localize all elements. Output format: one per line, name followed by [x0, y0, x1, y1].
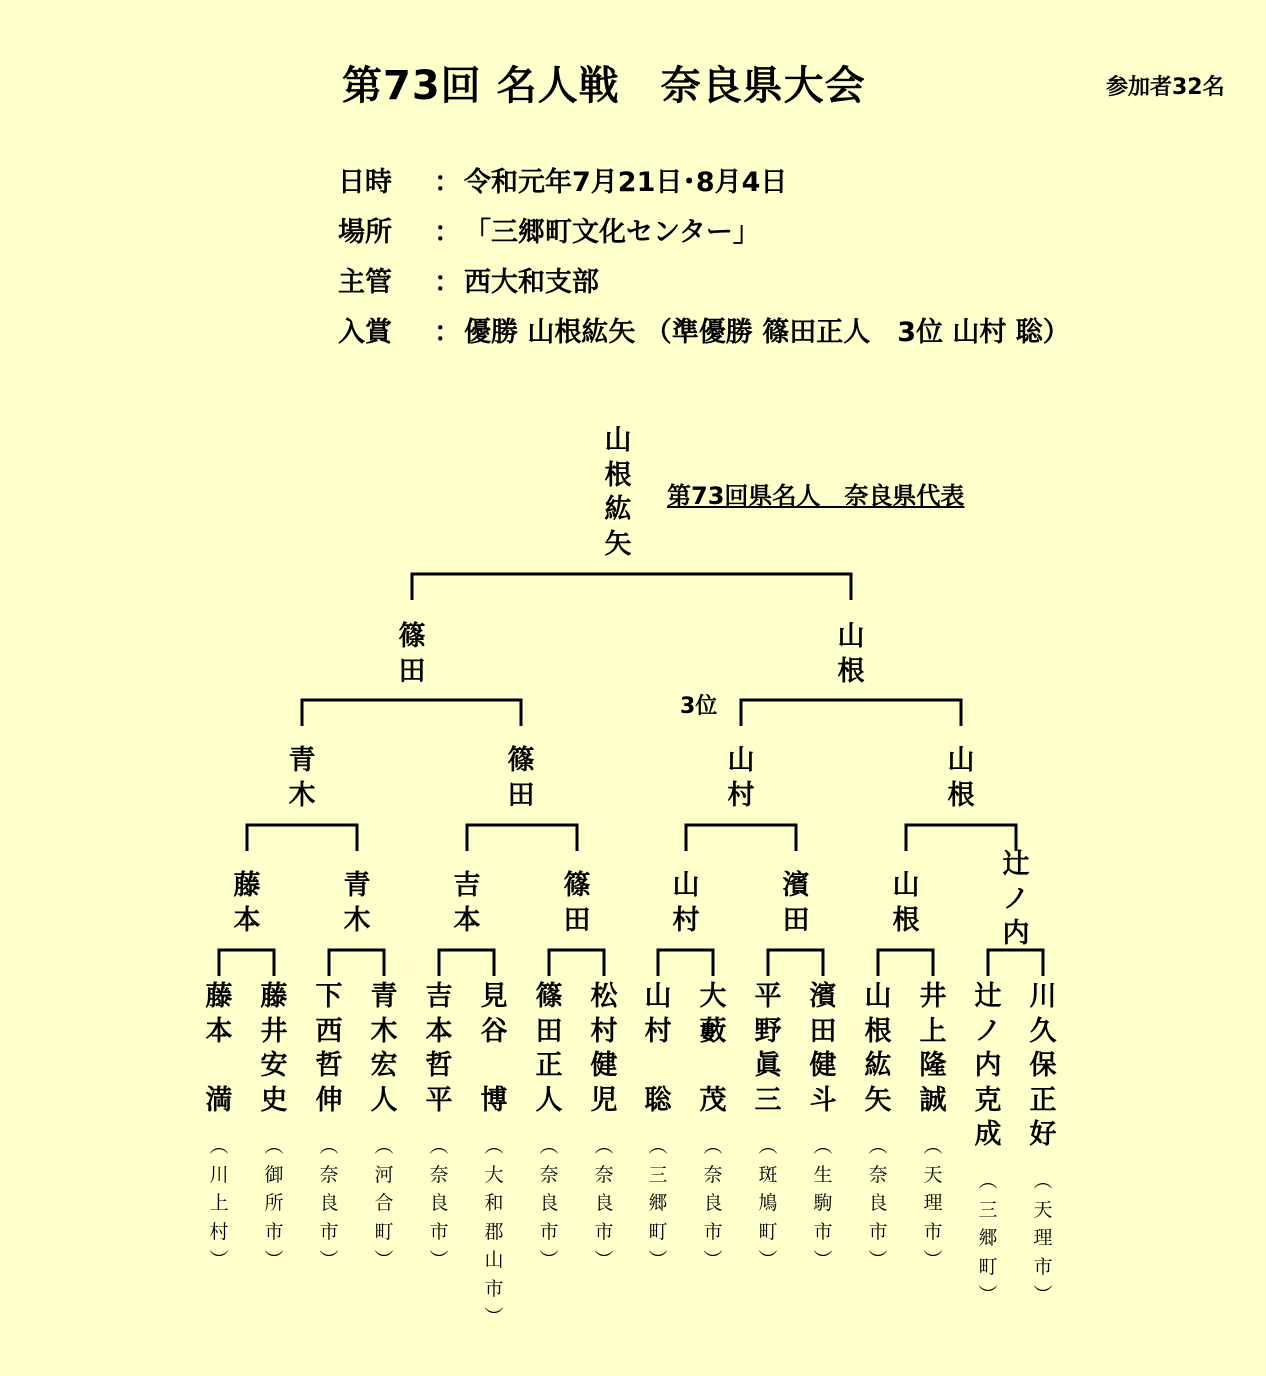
- player-affiliation: ︵ 御 所 市 ︶: [264, 1135, 284, 1271]
- info-value: 西大和支部: [464, 267, 599, 298]
- info-value: 優勝 山根紘矢 （準優勝 篠田正人 3位 山村 聡）: [464, 317, 1070, 348]
- quarterfinalist: 吉 本: [453, 870, 481, 936]
- player-name: 藤 本 満: [205, 981, 233, 1116]
- quarterfinalist: 山 根: [892, 870, 920, 936]
- player-name: 濱 田 健 斗: [809, 981, 837, 1116]
- player-affiliation: ︵ 三 郷 町 ︶: [648, 1135, 668, 1271]
- bracket-line-semi-left: [302, 700, 521, 726]
- player-affiliation: ︵ 奈 良 市 ︶: [539, 1135, 559, 1271]
- bracket-line-r1-8: [988, 950, 1043, 976]
- bracket-line-r1-1: [219, 950, 274, 976]
- player-name: 吉 本 哲 平: [425, 981, 453, 1116]
- player-name: 山 村 聡: [644, 981, 672, 1116]
- info-label: 入賞: [338, 317, 392, 348]
- info-label: 場所: [338, 217, 392, 248]
- player-affiliation: ︵ 奈 良 市 ︶: [868, 1135, 888, 1271]
- player-name: 大 藪 茂: [699, 981, 727, 1116]
- player-name: 井 上 隆 誠: [919, 981, 947, 1116]
- bracket-line-r1-4: [549, 950, 604, 976]
- player-name: 松 村 健 児: [590, 981, 618, 1116]
- page-title: 第73回 名人戦 奈良県大会: [342, 63, 866, 109]
- quarterfinalist: 辻 ノ 内: [1002, 849, 1030, 950]
- info-label: 日時: [338, 167, 392, 198]
- bracket-line-qf-1: [247, 825, 357, 851]
- player-name: 篠 田 正 人: [535, 981, 563, 1116]
- player-name: 辻 ノ 内 克 成: [974, 981, 1002, 1151]
- info-colon: ：: [434, 217, 461, 248]
- semifinalist: 篠 田: [507, 745, 535, 811]
- info-value: 令和元年7月21日･8月4日: [464, 167, 788, 198]
- info-value: 「三郷町文化センター」: [464, 217, 760, 248]
- quarterfinalist: 山 村: [672, 870, 700, 936]
- player-name: 下 西 哲 伸: [315, 981, 343, 1116]
- bracket-line-r1-3: [439, 950, 494, 976]
- bracket-line-qf-3: [686, 825, 796, 851]
- finalist: 篠 田: [398, 621, 426, 687]
- quarterfinalist: 青 木: [343, 870, 371, 936]
- player-affiliation: ︵ 川 上 村 ︶: [209, 1135, 229, 1271]
- bracket-line-qf-2: [467, 825, 577, 851]
- player-affiliation: ︵ 河 合 町 ︶: [374, 1135, 394, 1271]
- bracket-line-r1-5: [658, 950, 713, 976]
- third-place-label: 3位: [680, 694, 718, 719]
- bracket-line-semi-right: [741, 700, 961, 726]
- quarterfinalist: 篠 田: [563, 870, 591, 936]
- bracket-line-r1-6: [768, 950, 823, 976]
- player-affiliation: ︵ 奈 良 市 ︶: [594, 1135, 614, 1271]
- quarterfinalist: 藤 本: [233, 870, 261, 936]
- player-affiliation: ︵ 天 理 市 ︶: [1033, 1170, 1053, 1306]
- info-label: 主管: [338, 267, 392, 298]
- player-name: 山 根 紘 矢: [864, 981, 892, 1116]
- champion-note: 第73回県名人 奈良県代表: [667, 482, 965, 510]
- participant-count: 参加者32名: [1106, 75, 1225, 100]
- player-name: 川 久 保 正 好: [1029, 981, 1057, 1151]
- player-name: 平 野 眞 三: [754, 981, 782, 1116]
- player-affiliation: ︵ 三 郷 町 ︶: [978, 1170, 998, 1306]
- player-name: 見 谷 博: [480, 981, 508, 1116]
- info-colon: ：: [434, 317, 461, 348]
- player-affiliation: ︵ 奈 良 市 ︶: [429, 1135, 449, 1271]
- player-affiliation: ︵ 奈 良 市 ︶: [319, 1135, 339, 1271]
- player-affiliation: ︵ 奈 良 市 ︶: [703, 1135, 723, 1271]
- champion-name: 山 根 紘 矢: [604, 425, 632, 560]
- bracket-line-final: [412, 574, 851, 600]
- semifinalist: 山 村: [727, 745, 755, 811]
- semifinalist: 青 木: [288, 745, 316, 811]
- player-affiliation: ︵ 天 理 市 ︶: [923, 1135, 943, 1271]
- player-name: 青 木 宏 人: [370, 981, 398, 1116]
- player-affiliation: ︵ 生 駒 市 ︶: [813, 1135, 833, 1271]
- player-name: 藤 井 安 史: [260, 981, 288, 1116]
- bracket-line-r1-7: [878, 950, 933, 976]
- bracket-line-qf-4: [906, 825, 1016, 851]
- player-affiliation: ︵ 大 和 郡 山 市 ︶: [484, 1135, 504, 1328]
- info-colon: ：: [434, 167, 461, 198]
- bracket-line-r1-2: [329, 950, 384, 976]
- semifinalist: 山 根: [947, 745, 975, 811]
- quarterfinalist: 濱 田: [782, 870, 810, 936]
- info-colon: ：: [434, 267, 461, 298]
- finalist: 山 根: [837, 621, 865, 687]
- player-affiliation: ︵ 斑 鳩 町 ︶: [758, 1135, 778, 1271]
